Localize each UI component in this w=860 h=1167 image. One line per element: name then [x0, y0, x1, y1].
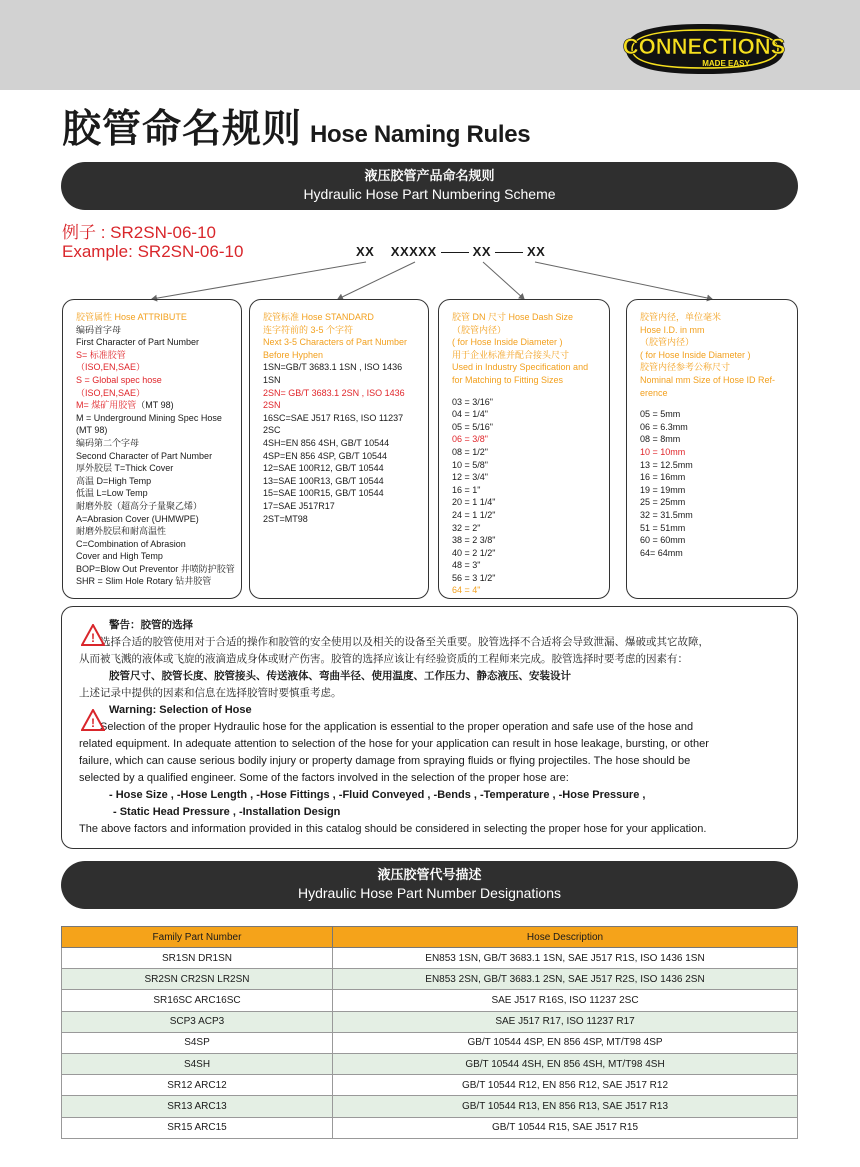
- table-header-row: [62, 927, 798, 948]
- box-line-text: 13 = 12.5mm: [640, 459, 693, 470]
- box-line: [263, 462, 428, 475]
- warning-triangle-icon: [81, 709, 105, 731]
- family-part-number-cell: S4SH: [62, 1053, 333, 1074]
- box-line-text: 06 = 6.3mm: [640, 421, 688, 432]
- box-line: [640, 387, 797, 400]
- box-line: [640, 522, 797, 535]
- hose-description-cell: SAE J517 R17, ISO 11237 R17: [333, 1011, 798, 1032]
- family-part-number-cell: SR12 ARC12: [62, 1075, 333, 1096]
- box-line: [263, 487, 428, 500]
- dash-size-box: [438, 299, 610, 599]
- box-line-text: ( for Hose Inside Diameter ): [452, 337, 563, 348]
- svg-text:!: !: [91, 631, 95, 645]
- box-line-text: erence: [640, 387, 668, 398]
- box-line-text: 2SN: [263, 400, 281, 411]
- warning-title-zh: 警告：胶管的选择: [109, 619, 193, 631]
- box-line-text: ( for Hose Inside Diameter ): [640, 349, 751, 360]
- box-line: [263, 324, 428, 337]
- box-line-text: 25 = 25mm: [640, 497, 686, 508]
- box-line-text: 08 = 1/2": [452, 446, 488, 457]
- warning-title-en: Warning: Selection of Hose: [109, 704, 252, 716]
- box-line: [452, 349, 609, 362]
- warning-en-note: The above factors and information provided in this catalog should be considered in selecting the proper hose for your application.: [79, 823, 707, 835]
- hose-description-cell: EN853 1SN, GB/T 3683.1 1SN, SAE J517 R1S, ISO 1436 1SN: [333, 948, 798, 969]
- box-line-text: 64 = 4": [452, 585, 481, 596]
- box-line: [640, 408, 797, 421]
- box-line: [76, 387, 241, 400]
- warning-zh-factors: 胶管尺寸、胶管长度、胶管接头、传送液体、弯曲半径、使用温度、工作压力、静态液压、安装设计: [109, 670, 571, 682]
- box-line: [263, 424, 428, 437]
- box-line-text: 12 = 3/4": [452, 472, 488, 483]
- family-part-number-cell: SR16SC ARC16SC: [62, 990, 333, 1011]
- box-line: [263, 500, 428, 513]
- box-line: [640, 496, 797, 509]
- box-line-text: S= 标准胶管: [76, 349, 126, 360]
- box-line: [263, 475, 428, 488]
- box-line-text: 胶管标准 Hose STANDARD: [263, 312, 374, 322]
- example-zh: 例子 : SR2SN-06-10: [62, 223, 216, 242]
- spacer: [452, 387, 609, 396]
- hose-description-cell: GB/T 10544 R15, SAE J517 R15: [333, 1117, 798, 1138]
- box-line: [76, 336, 241, 349]
- family-part-number-cell: S4SP: [62, 1032, 333, 1053]
- box-line: [76, 349, 241, 362]
- box-line-text: 24 = 1 1/2": [452, 509, 496, 520]
- box-line: [263, 513, 428, 526]
- hose-description-cell: EN853 2SN, GB/T 3683.1 2SN, SAE J517 R2S, ISO 1436 2SN: [333, 969, 798, 990]
- table-row: [62, 969, 798, 990]
- box-line: [263, 387, 428, 400]
- box-line-text: 13=SAE 100R13, GB/T 10544: [263, 475, 384, 486]
- warning-zh-text-2: 从而被飞溅的液体或飞旋的液滴造成身体或财产伤害。胶管的选择应该让有经验资质的工程师来完成。胶管选择时要考虑的因素有：: [79, 653, 688, 665]
- box-line-text: SHR = Slim Hole Rotary 钻井胶管: [76, 576, 212, 587]
- warning-triangle-icon: [81, 624, 105, 646]
- box-line-text: 03 = 3/16": [452, 396, 493, 407]
- box-line-text: 05 = 5mm: [640, 409, 681, 420]
- box-line: [640, 547, 797, 560]
- box-line: [76, 450, 241, 463]
- box-line-text: （ISO,EN,SAE）: [76, 362, 146, 373]
- box-line-text: 4SH=EN 856 4SH, GB/T 10544: [263, 437, 390, 448]
- box-line: [76, 575, 241, 588]
- hose-description-cell: GB/T 10544 4SH, EN 856 4SH, MT/T98 4SH: [333, 1053, 798, 1074]
- table-row: [62, 948, 798, 969]
- page-title-zh: 胶管命名规则: [62, 107, 303, 152]
- box-line: [640, 433, 797, 446]
- box-line: [76, 538, 241, 551]
- spacer: [640, 399, 797, 408]
- box-line: [263, 437, 428, 450]
- box-line: [452, 484, 609, 497]
- inside-diameter-box: [626, 299, 798, 599]
- box-line-text: M= 煤矿用胶管: [76, 400, 137, 411]
- warning-en-text-1: Selection of the proper Hydraulic hose for the application is essential to the proper operation and safe use of the hose and: [100, 721, 694, 733]
- box-line-text: 厚外胶层 T=Thick Cover: [76, 463, 174, 474]
- family-part-number-cell: SR13 ARC13: [62, 1096, 333, 1117]
- box-line-text: Second Character of Part Number: [76, 450, 213, 461]
- box-line-text: 4SP=EN 856 4SP, GB/T 10544: [263, 450, 388, 461]
- box-line-text: First Character of Part Number: [76, 337, 200, 348]
- box-line-text: 05 = 5/16": [452, 421, 493, 432]
- box-line: [452, 584, 609, 597]
- table-row: [62, 1053, 798, 1074]
- box-line-text: 12=SAE 100R12, GB/T 10544: [263, 463, 384, 474]
- box-line: [76, 550, 241, 563]
- box-line: [452, 374, 609, 387]
- box-line-text: 32 = 2": [452, 522, 481, 533]
- box-line: [452, 547, 609, 560]
- box-line-text: 编码第二个字母: [76, 437, 140, 448]
- box-line-text: Cover and High Temp: [76, 551, 163, 562]
- box-line-text: S = Global spec hose: [76, 374, 162, 385]
- box-line: [76, 437, 241, 450]
- box-line-text: 2SN= GB/T 3683.1 2SN , ISO 1436: [263, 387, 405, 398]
- box-line-text: 10 = 10mm: [640, 446, 686, 457]
- box-line-text: 高温 D=High Temp: [76, 475, 152, 486]
- box-line-text: 32 = 31.5mm: [640, 509, 693, 520]
- attribute-box: [62, 299, 242, 599]
- box-line-text: （ISO,EN,SAE）: [76, 387, 146, 398]
- box-line: [640, 421, 797, 434]
- box-line-text: 40 = 2 1/2": [452, 547, 496, 558]
- box-line-text: 2ST=MT98: [263, 513, 308, 524]
- box-line: [452, 361, 609, 374]
- scheme-id-code: XX: [527, 244, 546, 259]
- box-line-text: A=Abrasion Cover (UHMWPE): [76, 513, 199, 524]
- scheme-header-zh: 液压胶管产品命名规则: [364, 169, 495, 184]
- hose-description-cell: GB/T 10544 R13, EN 856 R13, SAE J517 R13: [333, 1096, 798, 1117]
- box-line-text: 2SC: [263, 425, 281, 436]
- column-header-description: Hose Description: [333, 927, 798, 948]
- box-line-text: 胶管内径，单位毫米: [640, 312, 722, 322]
- box-line-text: 16SC=SAE J517 R16S, ISO 11237: [263, 412, 404, 423]
- box-line-text: 胶管属性 Hose ATTRIBUTE: [76, 312, 187, 322]
- hose-description-cell: SAE J517 R16S, ISO 11237 2SC: [333, 990, 798, 1011]
- box-line-text: (MT 98): [76, 425, 108, 436]
- family-part-number-cell: SCP3 ACP3: [62, 1011, 333, 1032]
- box-line: [452, 459, 609, 472]
- table-row: [62, 1075, 798, 1096]
- box-line: [452, 408, 609, 421]
- box-line-text: 15=SAE 100R15, GB/T 10544: [263, 488, 384, 499]
- box-line: [640, 471, 797, 484]
- table-row: [62, 1032, 798, 1053]
- box-line-text: BOP=Blow Out Preventor 井喷防护胶管: [76, 563, 235, 574]
- box-line-text: Used in Industry Specification and: [452, 362, 589, 373]
- box-line-text: 19 = 19mm: [640, 484, 686, 495]
- warning-para-zh-line1: [79, 631, 797, 651]
- table-row: [62, 990, 798, 1011]
- box-line: [640, 324, 797, 337]
- box-line: [263, 374, 428, 387]
- box-line: [76, 399, 241, 412]
- box-line: [76, 374, 241, 387]
- box-line-text: 16 = 1": [452, 484, 481, 495]
- box-line-text: 04 = 1/4": [452, 409, 488, 420]
- column-header-family: Family Part Number: [62, 927, 333, 948]
- box-line: [76, 525, 241, 538]
- svg-text:!: !: [91, 716, 95, 730]
- box-line: [452, 559, 609, 572]
- box-line: [640, 336, 797, 349]
- box-line: [263, 349, 428, 362]
- warning-zh-text-1: 选择合适的胶管使用对于合适的操作和胶管的安全使用以及相关的设备至关重要。胶管选择不合适将会导致泄漏、爆破或其它故障，: [100, 636, 709, 648]
- box-line: [76, 487, 241, 500]
- box-line: [263, 399, 428, 412]
- warning-en-text-3: failure, which can cause serious bodily injury or property damage from spraying fluids or flying projectiles. The hose should be: [79, 755, 691, 767]
- box-line-text: 51 = 51mm: [640, 522, 686, 533]
- box-line: [452, 471, 609, 484]
- box-line: [76, 462, 241, 475]
- box-line-text: 38 = 2 3/8": [452, 535, 496, 546]
- family-part-number-cell: SR1SN DR1SN: [62, 948, 333, 969]
- warning-en-text-4: selected by a qualified engineer. Some of the factors involved in the selection of the proper hose are:: [79, 772, 569, 784]
- box-line: [452, 336, 609, 349]
- box-line-text: M = Underground Mining Spec Hose: [76, 412, 222, 423]
- box-line: [263, 412, 428, 425]
- box-line-text: 胶管 DN 尺寸 Hose Dash Size: [452, 312, 574, 322]
- box-line-text: 08 = 8mm: [640, 434, 681, 445]
- designation-header-en: Hydraulic Hose Part Number Designations: [298, 885, 561, 901]
- box-line: [452, 496, 609, 509]
- box-line-text: Next 3-5 Characters of Part Number: [263, 337, 408, 348]
- box-line: [76, 424, 241, 437]
- standard-box: [249, 299, 429, 599]
- box-line: [640, 349, 797, 362]
- box-line-text: 1SN: [263, 374, 281, 385]
- box-line-text: 用于企业标准并配合接头尺寸: [452, 349, 570, 360]
- box-line-text: 编码首字母: [76, 324, 122, 335]
- box-line: [452, 446, 609, 459]
- warning-en-factors-1: - Hose Size , -Hose Length , -Hose Fittings , -Fluid Conveyed , -Bends , -Temperature , -Hose Pressure ,: [109, 789, 646, 801]
- box-line-text: 16 = 16mm: [640, 472, 686, 483]
- box-line: [263, 311, 428, 324]
- table-body: [62, 948, 798, 1139]
- box-line: [640, 534, 797, 547]
- warning-en-text-2: related equipment. In adequate attention to selection of the hose for your application can result in hose leakage, bursting, or other: [79, 738, 709, 750]
- logo-tagline-text: MADE EASY: [702, 59, 750, 68]
- box-line: [452, 509, 609, 522]
- designation-header-zh: 液压胶管代号描述: [377, 868, 482, 883]
- box-line-text: 耐磨外胶（超高分子量聚乙烯）: [76, 500, 203, 511]
- table-row: [62, 1096, 798, 1117]
- box-line-text: 17=SAE J517R17: [263, 500, 335, 511]
- box-line: [640, 459, 797, 472]
- box-line: [76, 475, 241, 488]
- example-en: Example: SR2SN-06-10: [62, 242, 244, 261]
- box-line: [76, 500, 241, 513]
- box-line: [76, 311, 241, 324]
- box-line-text: 48 = 3": [452, 560, 481, 571]
- box-line: [76, 563, 241, 576]
- box-line: [76, 324, 241, 337]
- scheme-connector-arrows: [0, 0, 860, 320]
- box-line-text: （胶管内径）: [452, 324, 507, 335]
- box-line: [640, 484, 797, 497]
- box-line: [452, 324, 609, 337]
- family-part-number-cell: SR15 ARC15: [62, 1117, 333, 1138]
- table-row: [62, 1117, 798, 1138]
- box-line-tail: （MT 98): [136, 400, 174, 411]
- designation-table: [61, 926, 798, 1139]
- box-line: [263, 336, 428, 349]
- box-line-text: for Matching to Fitting Sizes: [452, 374, 564, 385]
- page-title-en: Hose Naming Rules: [310, 121, 531, 148]
- box-line-text: 06 = 3/8": [452, 434, 488, 445]
- box-line: [640, 361, 797, 374]
- box-line-text: 60 = 60mm: [640, 535, 686, 546]
- scheme-header-en: Hydraulic Hose Part Numbering Scheme: [303, 186, 556, 202]
- box-line: [452, 311, 609, 324]
- scheme-attribute-code: XX: [356, 244, 375, 259]
- box-line-text: 1SN=GB/T 3683.1 1SN , ISO 1436: [263, 362, 403, 373]
- box-line-text: （胶管内径）: [640, 337, 695, 348]
- box-line-text: 胶管内径参考公称尺寸: [640, 362, 731, 373]
- warning-para-en-line1: [79, 716, 797, 736]
- box-line: [263, 361, 428, 374]
- box-line: [452, 534, 609, 547]
- hose-description-cell: GB/T 10544 4SP, EN 856 4SP, MT/T98 4SP: [333, 1032, 798, 1053]
- box-line: [76, 513, 241, 526]
- box-line: [452, 522, 609, 535]
- warning-en-factors-2: - Static Head Pressure , -Installation Design: [113, 806, 341, 818]
- box-line: [640, 374, 797, 387]
- box-line-text: 64= 64mm: [640, 547, 683, 558]
- table-row: [62, 1011, 798, 1032]
- warning-zh-note: 上述记录中提供的因素和信息在选择胶管时要慎重考虑。: [79, 687, 342, 699]
- box-line: [640, 311, 797, 324]
- box-line: [76, 361, 241, 374]
- box-line-text: Nominal mm Size of Hose ID Ref-: [640, 374, 776, 385]
- box-line-text: C=Combination of Abrasion: [76, 538, 186, 549]
- designation-section-header: [61, 861, 798, 909]
- box-line: [76, 412, 241, 425]
- box-line: [452, 421, 609, 434]
- box-line: [263, 450, 428, 463]
- box-line: [452, 396, 609, 409]
- scheme-standard-code: XXXXX: [390, 244, 437, 259]
- box-line: [452, 572, 609, 585]
- logo-main-text: CONNECTIONS: [622, 34, 786, 59]
- box-line-text: 低温 L=Low Temp: [76, 488, 148, 499]
- box-line-text: 10 = 5/8": [452, 459, 488, 470]
- family-part-number-cell: SR2SN CR2SN LR2SN: [62, 969, 333, 990]
- box-line: [640, 446, 797, 459]
- box-line: [640, 509, 797, 522]
- box-line-text: 20 = 1 1/4": [452, 497, 496, 508]
- hose-description-cell: GB/T 10544 R12, EN 856 R12, SAE J517 R12: [333, 1075, 798, 1096]
- box-line-text: 56 = 3 1/2": [452, 572, 496, 583]
- warning-box: [61, 606, 798, 849]
- box-line-text: Hose I.D. in mm: [640, 324, 705, 335]
- box-line-text: Before Hyphen: [263, 349, 324, 360]
- scheme-dash-size-code: XX: [472, 244, 491, 259]
- box-line: [452, 433, 609, 446]
- box-line-text: 耐磨外胶层和耐高温性: [76, 526, 167, 537]
- box-line-text: 连字符前的 3-5 个字符: [263, 324, 354, 335]
